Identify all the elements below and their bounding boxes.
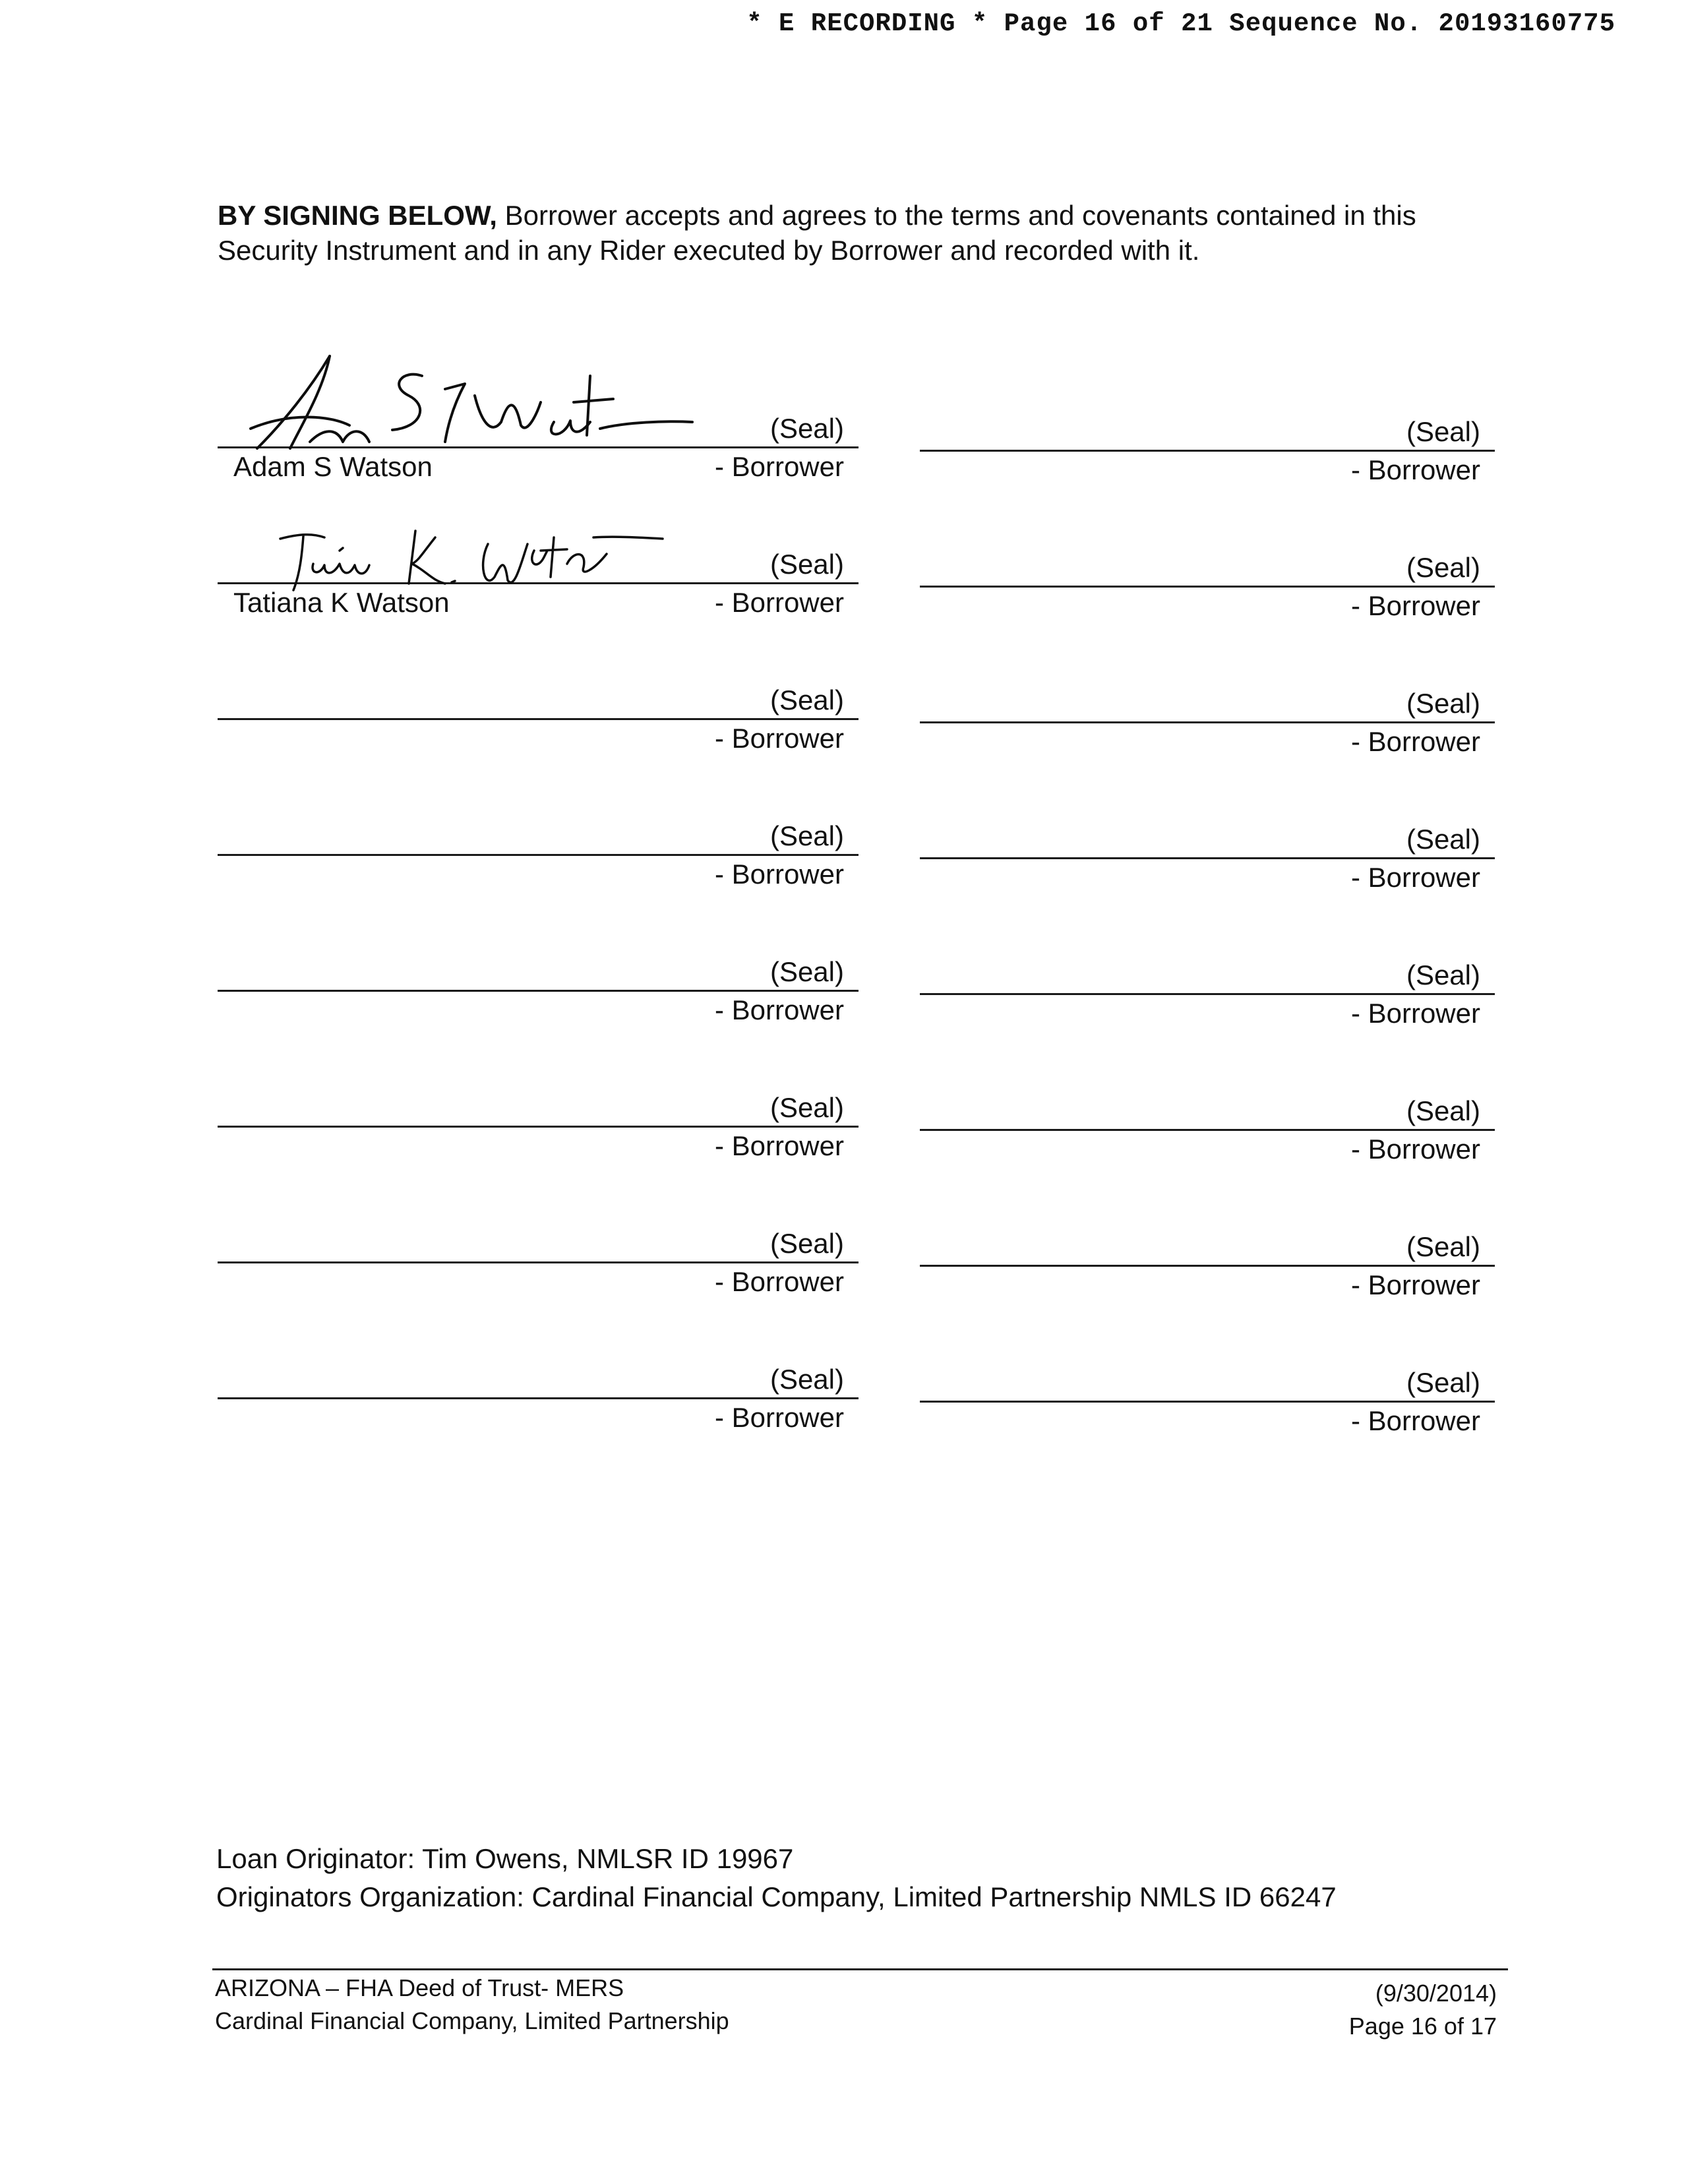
originator-organization: Originators Organization: Cardinal Financial Company, Limited Partnership NMLS ID 66247 bbox=[216, 1881, 1337, 1912]
signer-name: Tatiana K Watson bbox=[233, 587, 450, 618]
signature-block-right-7 bbox=[920, 1230, 1495, 1303]
borrower-label: - Borrower bbox=[714, 859, 844, 890]
lender-name: Cardinal Financial Company, Limited Partnership bbox=[215, 2007, 729, 2034]
seal-label: (Seal) bbox=[1406, 1367, 1480, 1398]
signature-line[interactable] bbox=[920, 450, 1495, 452]
signature-block-left-7 bbox=[218, 1227, 859, 1300]
seal-label: (Seal) bbox=[769, 820, 844, 851]
seal-label: (Seal) bbox=[769, 684, 844, 715]
signature-line[interactable] bbox=[920, 1129, 1495, 1131]
borrower-label: - Borrower bbox=[714, 1266, 844, 1297]
signature-line[interactable] bbox=[218, 990, 859, 992]
signature-block-left-1 bbox=[218, 412, 859, 485]
form-date: (9/30/2014) bbox=[1375, 1980, 1497, 2007]
borrower-label: - Borrower bbox=[714, 1130, 844, 1161]
signature-line[interactable] bbox=[218, 446, 859, 448]
signature-line[interactable] bbox=[920, 586, 1495, 588]
signature-block-left-5 bbox=[218, 956, 859, 1028]
acknowledgement-lead: BY SIGNING BELOW, bbox=[218, 200, 497, 231]
signature-block-right-5 bbox=[920, 959, 1495, 1031]
signature-block-right-2 bbox=[920, 551, 1495, 624]
seal-label: (Seal) bbox=[769, 956, 844, 987]
seal-label: (Seal) bbox=[1406, 824, 1480, 855]
signature-line[interactable] bbox=[218, 718, 859, 720]
seal-label: (Seal) bbox=[1406, 552, 1480, 583]
acknowledgement-text: Borrower accepts and agrees to the terms and covenants contained in this Security Instrument and in any Rider executed by Borrower and recorded with it. bbox=[218, 200, 1416, 266]
borrower-label: - Borrower bbox=[1350, 590, 1480, 621]
seal-label: (Seal) bbox=[769, 1092, 844, 1123]
seal-label: (Seal) bbox=[769, 1228, 844, 1259]
signature-line[interactable] bbox=[218, 1397, 859, 1399]
borrower-label: - Borrower bbox=[1350, 1405, 1480, 1436]
recording-header: * E RECORDING * Page 16 of 21 Sequence No. 20193160775 bbox=[746, 9, 1615, 38]
seal-label: (Seal) bbox=[1406, 416, 1480, 447]
signature-block-right-6 bbox=[920, 1095, 1495, 1167]
borrower-label: - Borrower bbox=[714, 1402, 844, 1433]
signature-line[interactable] bbox=[920, 993, 1495, 995]
seal-label: (Seal) bbox=[1406, 1095, 1480, 1126]
signature-acknowledgement bbox=[218, 198, 1523, 268]
borrower-label: - Borrower bbox=[714, 587, 844, 618]
borrower-label: - Borrower bbox=[1350, 1269, 1480, 1300]
signature-line[interactable] bbox=[920, 1265, 1495, 1267]
footer-form-info bbox=[215, 1972, 729, 2038]
page-number: Page 16 of 17 bbox=[1348, 2013, 1497, 2040]
originator-info bbox=[216, 1840, 1337, 1916]
signature-line[interactable] bbox=[920, 857, 1495, 859]
seal-label: (Seal) bbox=[769, 1364, 844, 1395]
signature-block-left-3 bbox=[218, 684, 859, 756]
seal-label: (Seal) bbox=[1406, 959, 1480, 990]
signature-block-left-2 bbox=[218, 548, 859, 621]
signature-line[interactable] bbox=[920, 1401, 1495, 1403]
borrower-label: - Borrower bbox=[714, 994, 844, 1025]
footer-page-info bbox=[1349, 1977, 1497, 2043]
signature-block-left-8 bbox=[218, 1363, 859, 1436]
borrower-label: - Borrower bbox=[1350, 998, 1480, 1029]
borrower-label: - Borrower bbox=[714, 723, 844, 754]
seal-label: (Seal) bbox=[769, 413, 844, 444]
signature-line[interactable] bbox=[218, 582, 859, 584]
seal-label: (Seal) bbox=[769, 549, 844, 580]
signature-line[interactable] bbox=[218, 1126, 859, 1128]
signature-block-right-3 bbox=[920, 687, 1495, 760]
seal-label: (Seal) bbox=[1406, 1231, 1480, 1262]
borrower-label: - Borrower bbox=[714, 451, 844, 482]
seal-label: (Seal) bbox=[1406, 688, 1480, 719]
borrower-label: - Borrower bbox=[1350, 1134, 1480, 1165]
borrower-label: - Borrower bbox=[1350, 862, 1480, 893]
signature-line[interactable] bbox=[920, 721, 1495, 723]
form-title: ARIZONA – FHA Deed of Trust- MERS bbox=[215, 1974, 624, 2001]
loan-originator: Loan Originator: Tim Owens, NMLSR ID 19967 bbox=[216, 1843, 794, 1874]
borrower-label: - Borrower bbox=[1350, 726, 1480, 757]
signature-line[interactable] bbox=[218, 854, 859, 856]
signature-block-right-4 bbox=[920, 823, 1495, 895]
borrower-label: - Borrower bbox=[1350, 454, 1480, 485]
signature-block-left-6 bbox=[218, 1091, 859, 1164]
signature-block-right-8 bbox=[920, 1366, 1495, 1439]
signer-name: Adam S Watson bbox=[233, 451, 433, 482]
signature-block-right-1 bbox=[920, 415, 1495, 488]
footer-divider bbox=[212, 1968, 1508, 1970]
signature-block-left-4 bbox=[218, 820, 859, 892]
signature-line[interactable] bbox=[218, 1261, 859, 1263]
